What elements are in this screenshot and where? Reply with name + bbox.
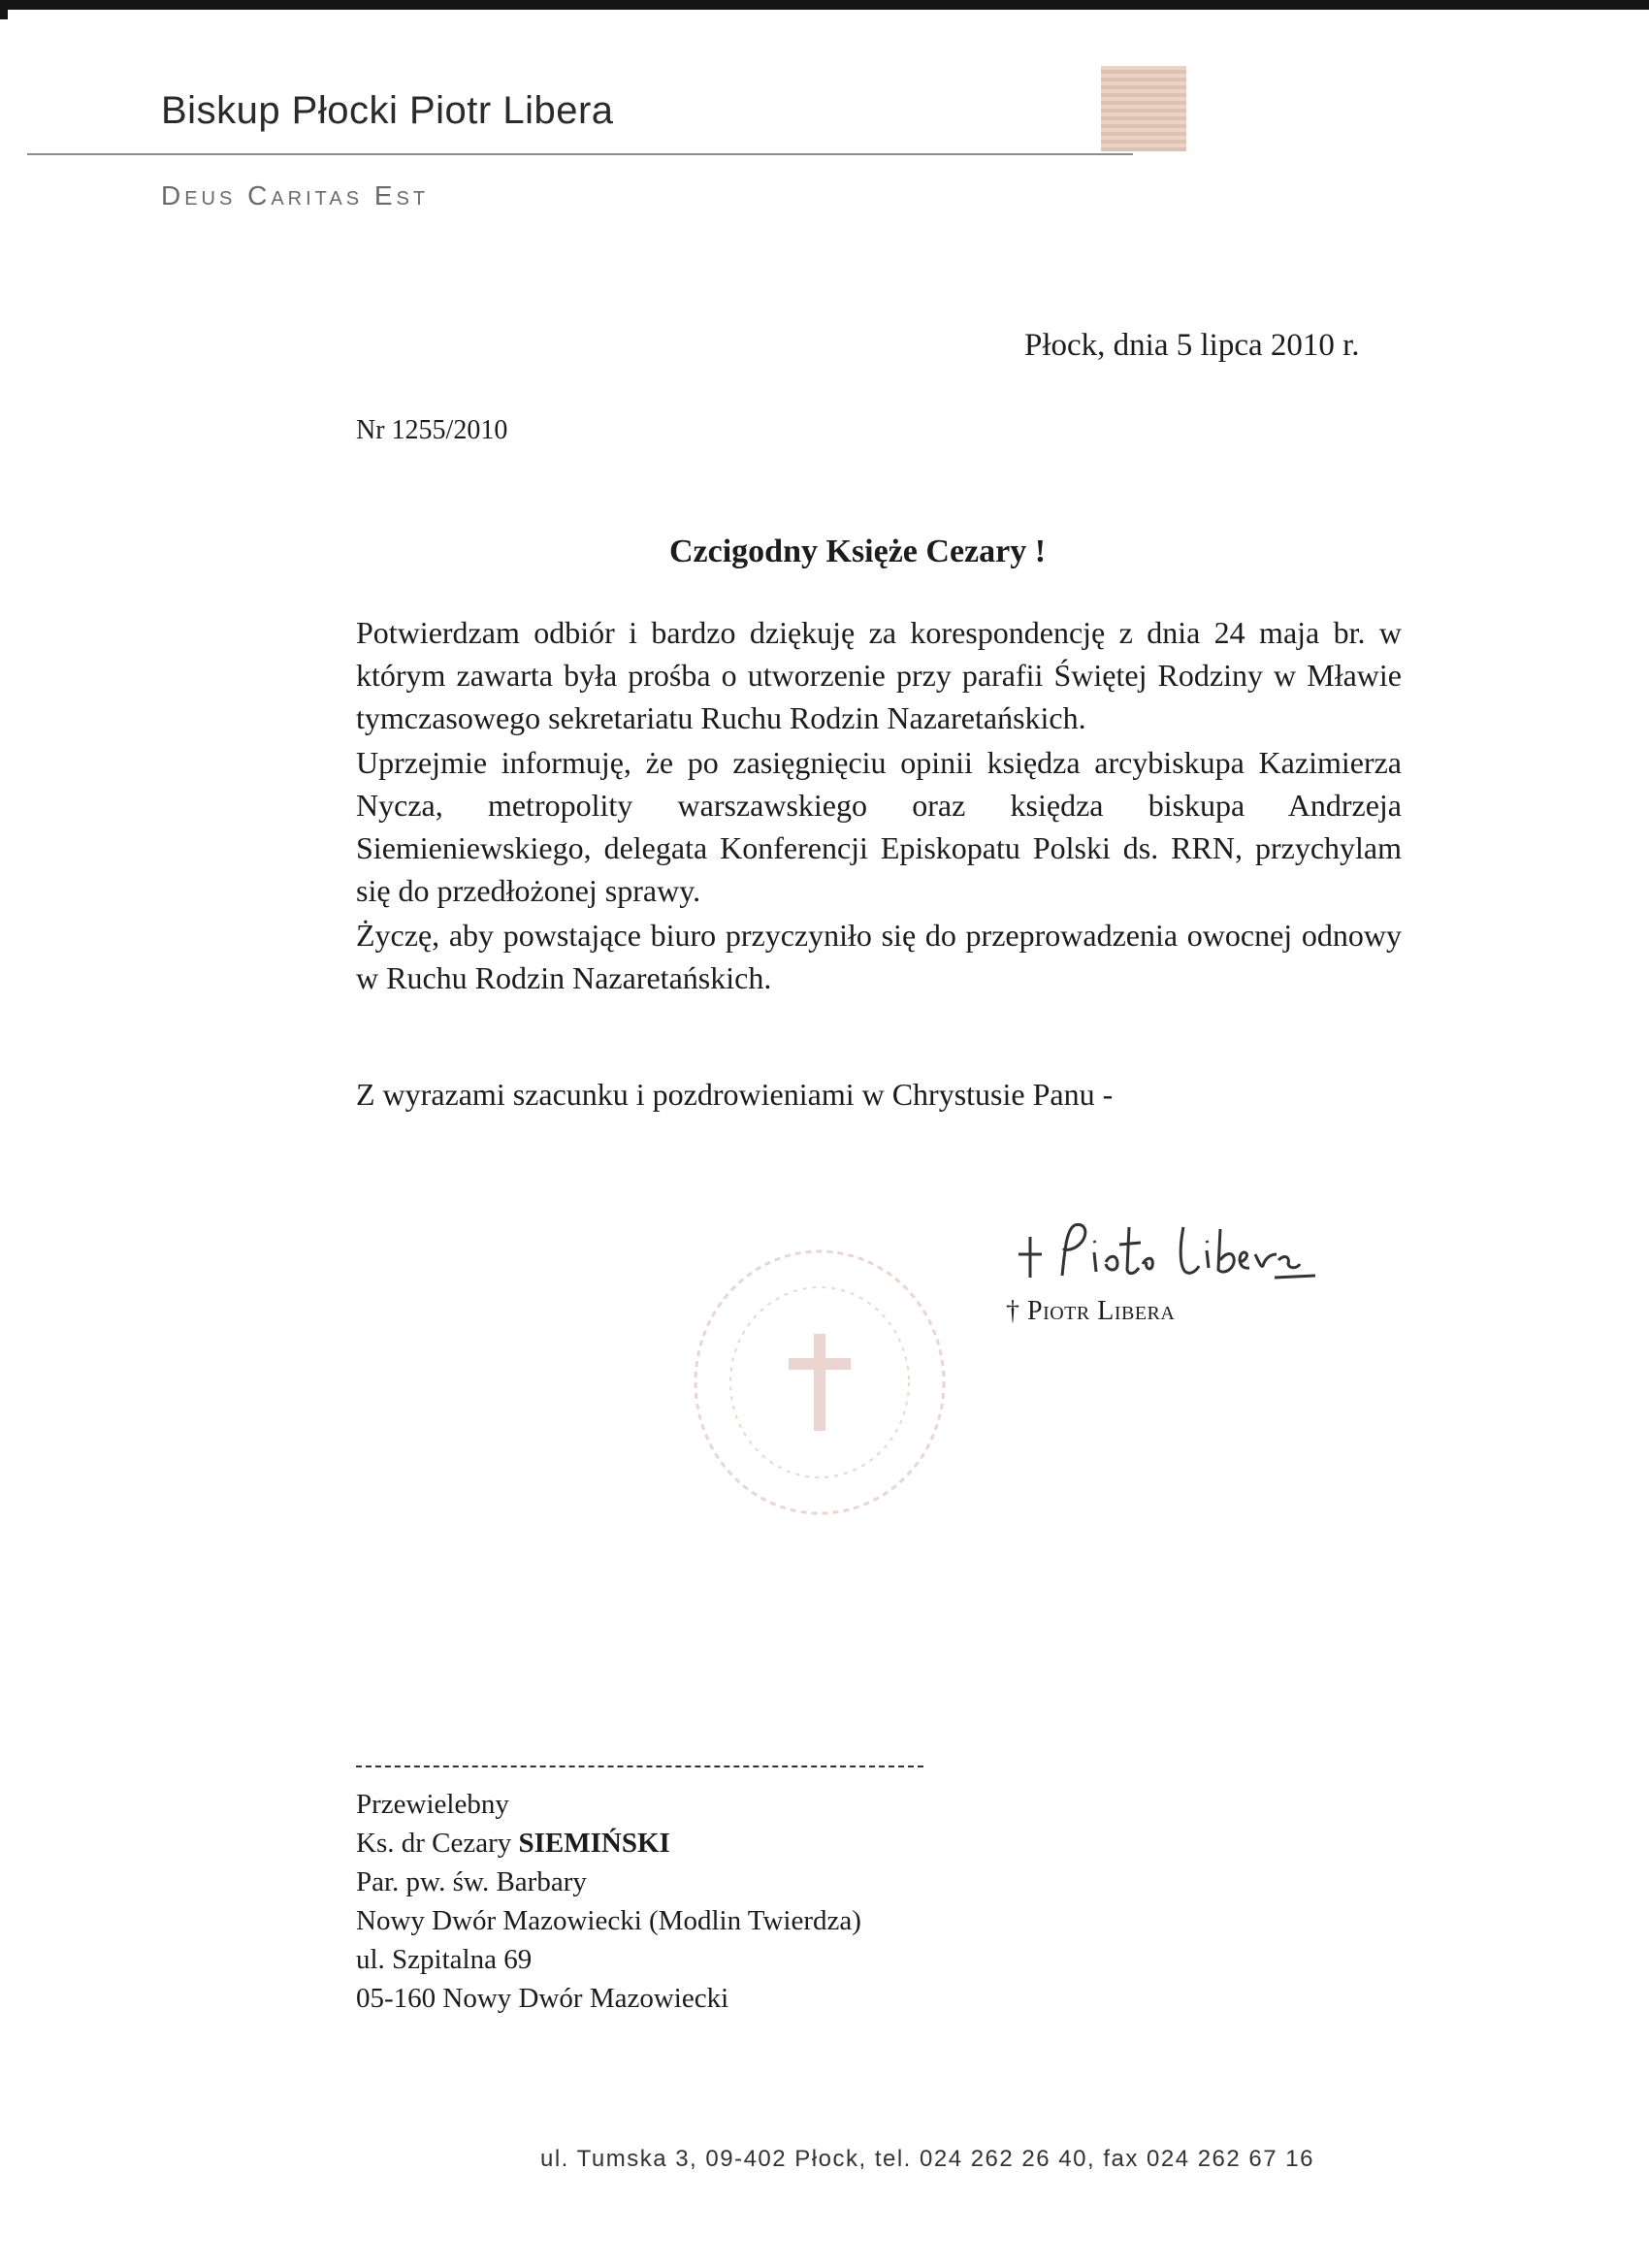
recipient-name xyxy=(356,1824,861,1863)
closing-formula: Z wyrazami szacunku i pozdrowieniami w Chrystusie Panu - xyxy=(356,1077,1114,1112)
letter-body xyxy=(356,611,1402,1001)
recipient-name-prefix: Ks. dr Cezary xyxy=(356,1828,519,1859)
letterhead-decoration xyxy=(1101,66,1186,151)
paragraph-3: Życzę, aby powstające biuro przyczyniło się do przeprowadzenia owocnej odnowy w Ruchu Rodzin Nazaretańskich. xyxy=(356,918,1402,995)
letterhead-motto: Deus Caritas Est xyxy=(161,180,430,211)
salutation: Czcigodny Księże Cezary ! xyxy=(669,534,1047,569)
recipient-postcode: 05-160 Nowy Dwór Mazowiecki xyxy=(356,1983,729,2014)
recipient-title: Przewielebny xyxy=(356,1789,509,1820)
recipient-town: Nowy Dwór Mazowiecki (Modlin Twierdza) xyxy=(356,1905,861,1936)
recipient-address xyxy=(356,1785,861,2018)
paragraph-2: Uprzejmie informuję, że po zasięgnięciu opinii księdza arcybiskupa Kazimierza Nycza, metropolity warszawskiego oraz księdza biskupa Andrzeja Siemieniewskiego, delegata Konferencji Episkopatu Polski ds. RRN, przychylam się do przedłożonej sprawy. xyxy=(356,745,1402,908)
reference-number: Nr 1255/2010 xyxy=(356,415,508,445)
signer-name: † Piotr Libera xyxy=(1006,1296,1176,1326)
scan-border-top xyxy=(0,0,1649,10)
recipient-surname: SIEMIŃSKI xyxy=(518,1828,670,1859)
episcopal-seal-stamp xyxy=(684,1242,955,1523)
paragraph-1: Potwierdzam odbiór i bardzo dziękuję za korespondencję z dnia 24 maja br. w którym zawarta była prośba o utworzenie przy parafii Świętej Rodziny w Mławie tymczasowego sekretariatu Ruchu Rodzin Nazaretańskich. xyxy=(356,615,1402,735)
letterhead-title: Biskup Płocki Piotr Libera xyxy=(161,89,614,132)
scan-border-corner xyxy=(0,10,8,19)
handwritten-signature xyxy=(1009,1208,1319,1295)
letterhead-footer-contact: ul. Tumska 3, 09-402 Płock, tel. 024 262 26 40, fax 024 262 67 16 xyxy=(540,2146,1314,2172)
recipient-divider xyxy=(356,1766,923,1767)
letterhead-rule xyxy=(27,153,1133,155)
recipient-parish: Par. pw. św. Barbary xyxy=(356,1866,587,1897)
recipient-street: ul. Szpitalna 69 xyxy=(356,1944,533,1975)
letter-date: Płock, dnia 5 lipca 2010 r. xyxy=(1024,328,1360,363)
